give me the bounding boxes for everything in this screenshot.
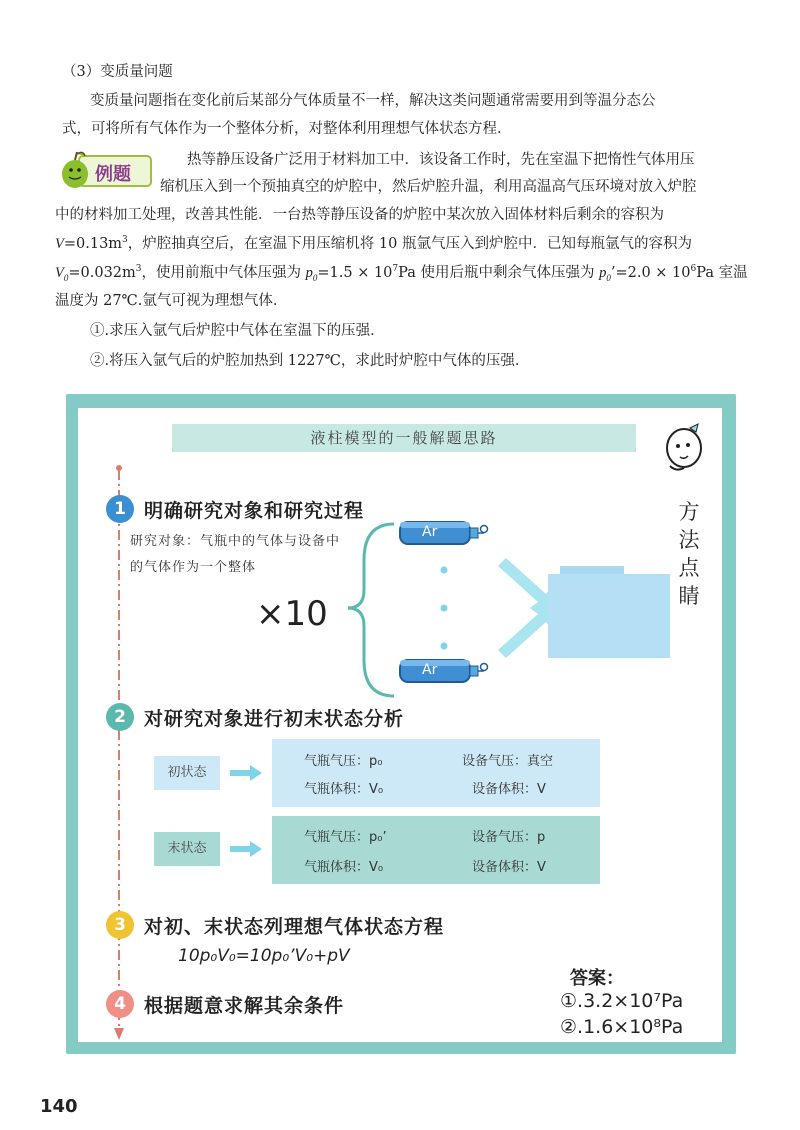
step-3-number: 3 [106,911,134,939]
side-label-char: 方 [678,500,700,524]
research-object-line2: 的气体作为一个整体 [130,560,257,575]
example-line4: $V=0.13m^3$，炉腔抽真空后，在室温下用压缩机将 10 瓶氩气压入到炉腔中．已知每瓶氩气的容积为 [55,235,692,252]
step-1-title: 明确研究对象和研究过程 [144,500,365,522]
side-label-char: 法 [678,528,700,552]
intro-paragraph-line1: 变质量问题指在变化前后某部分气体质量不一样，解决这类问题通常需要用到等温分态公 [90,93,656,109]
side-label [674,498,704,610]
section-heading: （3）变质量问题 [62,64,173,80]
example-line5: $V_0=0.032m^3$，使用前瓶中气体压强为 $p_0=1.5 \times 10^7Pa$ 使用后瓶中剩余气体压强为 $p_0’=2.0 \times 10^6Pa$ 室温 [55,264,748,283]
argon-label-bottom: Ar [422,662,438,678]
intro-paragraph-line2: 式，可将所有气体作为一个整体分析，对整体利用理想气体状态方程. [62,121,502,137]
final-bottle-pressure: 气瓶气压：p₀’ [304,830,387,845]
example-line1: 热等静压设备广泛用于材料加工中．该设备工作时，先在室温下把惰性气体用压 [187,152,695,168]
method-panel [66,394,736,1054]
initial-device-volume: 设备体积：V [472,782,546,797]
page-number: 140 [40,1096,78,1117]
final-device-pressure: 设备气压：p [472,830,546,845]
method-panel-title: 液柱模型的一般解题思路 [172,424,636,452]
argon-cylinder-top [398,518,490,548]
side-label-char: 睛 [678,584,700,608]
answer-2: ②.1.6×10⁸Pa [560,1016,684,1038]
example-line2: 缩机压入到一个预抽真空的炉腔中，然后炉腔升温，利用高温高气压环境对放入炉腔 [160,179,697,195]
final-arrow-icon [230,841,264,857]
initial-bottle-volume: 气瓶体积：V₀ [304,782,384,797]
step-4-title: 根据题意求解其余条件 [144,995,345,1017]
initial-device-pressure: 设备气压：真空 [462,754,554,769]
multiplier-label: ×10 [256,594,328,634]
initial-state-label: 初状态 [154,756,220,790]
answer-1: ①.3.2×10⁷Pa [560,990,684,1012]
answer-title: 答案： [570,968,624,989]
research-object-line1: 研究对象：气瓶中的气体与设备中 [130,534,341,549]
example-badge-label: 例题 [95,164,131,185]
step-4-number: 4 [106,990,134,1018]
example-line6: 温度为 27℃.氩气可视为理想气体． [55,293,288,309]
method-panel-inner [78,408,722,1042]
initial-arrow-icon [230,765,264,781]
side-label-char: 点 [678,556,700,580]
argon-label-top: Ar [422,524,438,540]
question-1: ①.求压入氩气后炉腔中气体在室温下的压强． [90,323,385,339]
question-2: ②.将压入氩气后的炉腔加热到 1227℃，求此时炉腔中气体的压强． [90,353,530,369]
final-bottle-volume: 气瓶体积：V₀ [304,860,384,875]
example-badge [55,148,155,190]
step-1-number: 1 [106,495,134,523]
example-line3: 中的材料加工处理，改善其性能．一台热等静压设备的炉腔中某次放入固体材料后剩余的容积为 [55,207,664,223]
final-device-volume: 设备体积：V [472,860,546,875]
argon-cylinder-bottom [398,656,490,686]
device-chamber-box [548,574,670,658]
thinking-mascot-icon [660,420,708,482]
step-2-title: 对研究对象进行初末状态分析 [144,708,405,730]
step-3-title: 对初、末状态列理想气体状态方程 [144,916,445,938]
step-2-number: 2 [106,703,134,731]
initial-bottle-pressure: 气瓶气压：p₀ [304,754,383,769]
final-state-label: 末状态 [154,832,220,866]
flow-dashed-line [114,464,124,1044]
state-equation: 10p₀V₀=10p₀’V₀+pV [178,946,350,966]
